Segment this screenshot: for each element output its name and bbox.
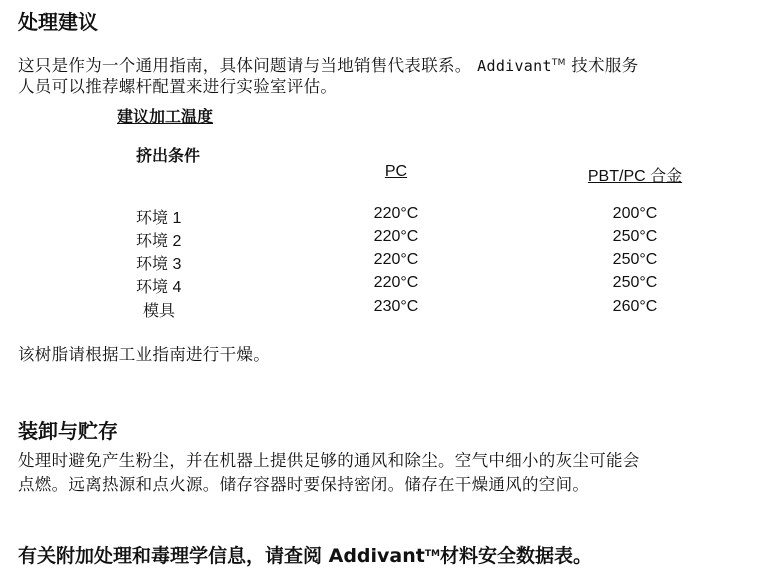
row-label: 环境 1: [136, 210, 182, 227]
conditions-label: 挤出条件: [136, 148, 201, 165]
row-pc-value: 230°C: [373, 298, 419, 315]
msds-reference: [18, 541, 592, 568]
row-pc-value: 220°C: [373, 251, 419, 268]
table-title: 建议加工温度: [117, 109, 214, 126]
storage-line-1: 处理时避免产生粉尘，并在机器上提供足够的通风和除尘。空气中细小的灰尘可能会: [18, 451, 640, 470]
row-label: 环境 2: [136, 233, 182, 250]
msds-text-a: 有关附加处理和毒理学信息，请查阅 Addivant: [18, 545, 425, 567]
intro-text-a: 这只是作为一个通用指南，具体问题请与当地销售代表联系。: [18, 56, 472, 75]
msds-trademark-mark: TM: [424, 549, 440, 559]
row-label: 环境 4: [136, 279, 182, 296]
storage-line-2: 点燃。远离热源和点火源。储存容器时要保持密闭。储存在干燥通风的空间。: [18, 475, 590, 494]
row-pc-value: 220°C: [373, 274, 419, 291]
column-header-pbt-pc: PBT/PC 合金: [587, 168, 683, 185]
row-label: 模具: [143, 303, 176, 320]
row-pc-value: 220°C: [373, 205, 419, 222]
section-title-handling: 处理建议: [18, 10, 98, 34]
intro-text-b: 技术服务: [571, 56, 639, 75]
row-pbt-value: 200°C: [612, 205, 658, 222]
section-title-storage: 装卸与贮存: [18, 419, 118, 443]
row-pbt-value: 250°C: [612, 274, 658, 291]
column-header-pc: PC: [384, 163, 408, 180]
trademark-mark: TM: [551, 58, 566, 68]
drying-note: 该树脂请根据工业指南进行干燥。: [18, 345, 270, 364]
row-pc-value: 220°C: [373, 228, 419, 245]
msds-text-b: 材料安全数据表。: [439, 545, 592, 567]
brand-name: Addivant: [477, 57, 552, 75]
row-pbt-value: 250°C: [612, 228, 658, 245]
row-label: 环境 3: [136, 256, 182, 273]
intro-line-2: 人员可以推荐螺杆配置来进行实验室评估。: [18, 77, 338, 96]
row-pbt-value: 250°C: [612, 251, 658, 268]
row-pbt-value: 260°C: [612, 298, 658, 315]
